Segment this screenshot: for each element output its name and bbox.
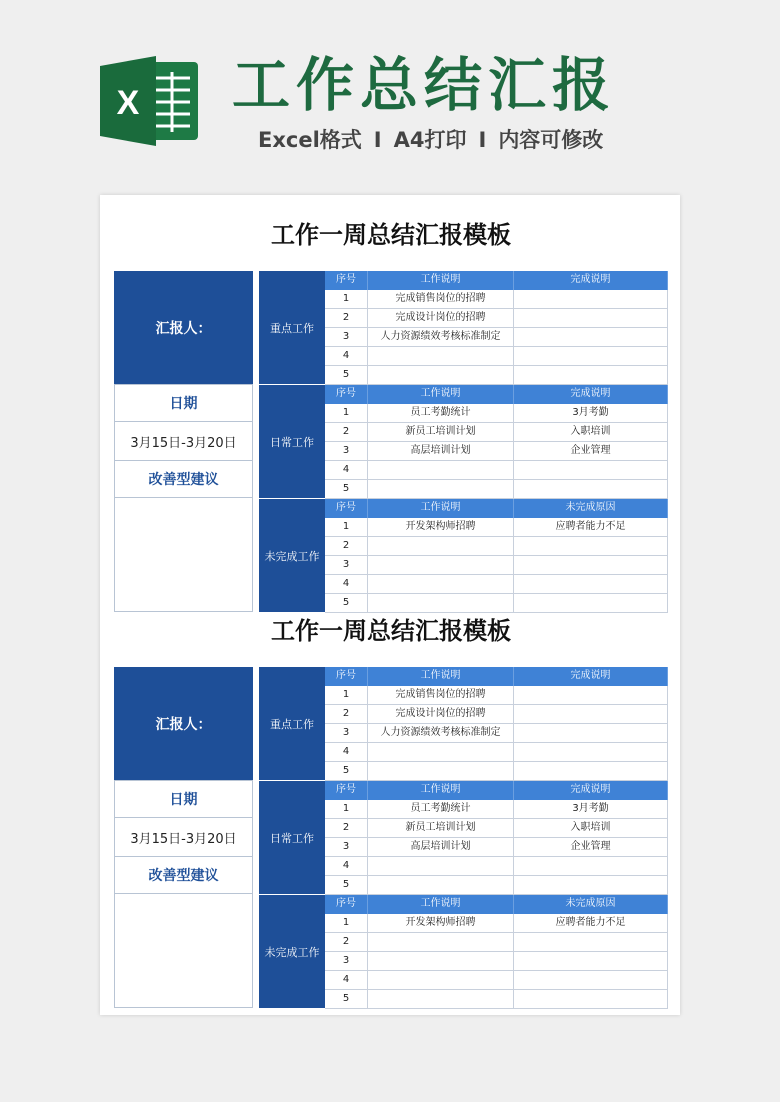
row-note[interactable]: 企业管理	[514, 442, 668, 460]
row-number: 5	[325, 990, 368, 1008]
row-note[interactable]	[514, 290, 668, 308]
row-number: 1	[325, 800, 368, 818]
row-note[interactable]: 3月考勤	[514, 800, 668, 818]
row-number: 1	[325, 290, 368, 308]
table-row	[325, 933, 668, 952]
section-label: 重点工作	[259, 271, 325, 384]
row-number: 2	[325, 537, 368, 555]
row-number: 3	[325, 328, 368, 346]
row-description[interactable]	[368, 952, 514, 970]
reporter-column	[114, 271, 253, 612]
block-title: 工作一周总结汇报模板	[271, 221, 511, 249]
table-row	[325, 857, 668, 876]
row-note[interactable]	[514, 686, 668, 704]
table-row	[325, 800, 668, 819]
section-table	[325, 385, 668, 498]
row-number: 3	[325, 556, 368, 574]
table-row	[325, 819, 668, 838]
row-note[interactable]	[514, 724, 668, 742]
row-description[interactable]: 高层培训计划	[368, 838, 514, 856]
template-paper	[100, 195, 680, 1015]
row-note[interactable]: 入职培训	[514, 819, 668, 837]
row-description[interactable]: 完成销售岗位的招聘	[368, 290, 514, 308]
table-row	[325, 556, 668, 575]
col-header-desc: 工作说明	[368, 385, 514, 404]
page-title: 工作总结汇报	[232, 51, 617, 119]
date-value[interactable]: 3月15日-3月20日	[114, 421, 253, 461]
row-number: 5	[325, 876, 368, 894]
row-note[interactable]	[514, 876, 668, 894]
section-table	[325, 271, 668, 384]
summary-block	[114, 611, 668, 1009]
row-note[interactable]	[514, 762, 668, 780]
col-header-no: 序号	[325, 385, 368, 404]
row-number: 2	[325, 933, 368, 951]
suggestion-content[interactable]	[114, 893, 253, 1008]
table-row	[325, 686, 668, 705]
work-section	[259, 271, 668, 384]
table-row	[325, 328, 668, 347]
row-number: 1	[325, 686, 368, 704]
work-section	[259, 781, 668, 894]
row-number: 2	[325, 819, 368, 837]
summary-block	[114, 215, 668, 613]
row-note[interactable]	[514, 309, 668, 327]
row-note[interactable]	[514, 743, 668, 761]
row-number: 4	[325, 971, 368, 989]
row-description[interactable]: 员工考勤统计	[368, 800, 514, 818]
subtitle-separator: I	[478, 128, 487, 152]
row-number: 4	[325, 575, 368, 593]
row-note[interactable]	[514, 971, 668, 989]
section-table	[325, 781, 668, 894]
page-subtitle	[258, 124, 698, 156]
table-row	[325, 461, 668, 480]
table-row	[325, 705, 668, 724]
row-number: 1	[325, 404, 368, 422]
row-number: 3	[325, 442, 368, 460]
row-description[interactable]	[368, 347, 514, 365]
row-note[interactable]	[514, 461, 668, 479]
col-header-no: 序号	[325, 499, 368, 518]
reporter-column	[114, 667, 253, 1008]
row-description[interactable]	[368, 933, 514, 951]
table-row	[325, 347, 668, 366]
row-description[interactable]: 开发架构师招聘	[368, 914, 514, 932]
col-header-desc: 工作说明	[368, 781, 514, 800]
row-note[interactable]	[514, 328, 668, 346]
row-number: 5	[325, 366, 368, 384]
row-number: 5	[325, 594, 368, 612]
row-number: 4	[325, 743, 368, 761]
row-description[interactable]	[368, 366, 514, 384]
row-note[interactable]	[514, 705, 668, 723]
row-note[interactable]: 企业管理	[514, 838, 668, 856]
row-number: 4	[325, 347, 368, 365]
row-number: 2	[325, 309, 368, 327]
row-note[interactable]	[514, 556, 668, 574]
col-header-note: 未完成原因	[514, 895, 668, 914]
col-header-no: 序号	[325, 895, 368, 914]
row-number: 5	[325, 762, 368, 780]
table-row	[325, 990, 668, 1009]
row-number: 4	[325, 461, 368, 479]
row-description[interactable]: 新员工培训计划	[368, 423, 514, 441]
section-table	[325, 667, 668, 780]
subtitle-print: A4打印	[393, 128, 467, 152]
table-row	[325, 442, 668, 461]
row-note[interactable]	[514, 857, 668, 875]
row-description[interactable]: 人力资源绩效考核标准制定	[368, 328, 514, 346]
row-number: 2	[325, 423, 368, 441]
table-row	[325, 575, 668, 594]
row-number: 2	[325, 705, 368, 723]
work-section	[259, 667, 668, 780]
table-header-row	[325, 895, 668, 914]
row-note[interactable]: 入职培训	[514, 423, 668, 441]
table-row	[325, 724, 668, 743]
row-note[interactable]	[514, 990, 668, 1008]
table-row	[325, 404, 668, 423]
section-table	[325, 499, 668, 612]
row-number: 3	[325, 838, 368, 856]
col-header-note: 完成说明	[514, 667, 668, 686]
row-description[interactable]	[368, 971, 514, 989]
table-row	[325, 290, 668, 309]
row-description[interactable]	[368, 857, 514, 875]
row-note[interactable]	[514, 575, 668, 593]
col-header-no: 序号	[325, 781, 368, 800]
row-description[interactable]: 员工考勤统计	[368, 404, 514, 422]
subtitle-editable: 内容可修改	[498, 128, 604, 152]
section-label: 未完成工作	[259, 499, 325, 612]
reporter-cell[interactable]: 汇报人：	[114, 271, 253, 384]
row-note[interactable]: 3月考勤	[514, 404, 668, 422]
row-number: 5	[325, 480, 368, 498]
table-row	[325, 971, 668, 990]
table-header-row	[325, 781, 668, 800]
table-row	[325, 876, 668, 895]
col-header-note: 完成说明	[514, 385, 668, 404]
suggestion-label: 改善型建议	[114, 460, 253, 498]
col-header-desc: 工作说明	[368, 499, 514, 518]
row-description[interactable]	[368, 876, 514, 894]
row-description[interactable]	[368, 594, 514, 612]
excel-icon	[98, 52, 202, 150]
row-number: 1	[325, 914, 368, 932]
table-row	[325, 480, 668, 499]
table-header-row	[325, 271, 668, 290]
col-header-no: 序号	[325, 271, 368, 290]
col-header-note: 完成说明	[514, 781, 668, 800]
table-header-row	[325, 667, 668, 686]
work-section	[259, 499, 668, 612]
row-description[interactable]	[368, 480, 514, 498]
section-label: 重点工作	[259, 667, 325, 780]
row-description[interactable]: 完成设计岗位的招聘	[368, 309, 514, 327]
block-title: 工作一周总结汇报模板	[271, 617, 511, 645]
row-description[interactable]	[368, 990, 514, 1008]
table-row	[325, 762, 668, 781]
col-header-desc: 工作说明	[368, 271, 514, 290]
date-label: 日期	[114, 384, 253, 422]
row-note[interactable]	[514, 933, 668, 951]
subtitle-format: Excel格式	[258, 128, 362, 152]
section-label: 日常工作	[259, 385, 325, 498]
row-description[interactable]: 新员工培训计划	[368, 819, 514, 837]
table-row	[325, 366, 668, 385]
row-description[interactable]: 完成销售岗位的招聘	[368, 686, 514, 704]
row-description[interactable]	[368, 537, 514, 555]
row-note[interactable]	[514, 952, 668, 970]
row-note[interactable]	[514, 347, 668, 365]
row-description[interactable]	[368, 556, 514, 574]
section-table	[325, 895, 668, 1008]
row-description[interactable]	[368, 743, 514, 761]
row-number: 3	[325, 952, 368, 970]
table-row	[325, 537, 668, 556]
row-note[interactable]	[514, 366, 668, 384]
col-header-note: 未完成原因	[514, 499, 668, 518]
row-note[interactable]	[514, 480, 668, 498]
table-row	[325, 309, 668, 328]
row-note[interactable]	[514, 594, 668, 612]
reporter-cell[interactable]: 汇报人：	[114, 667, 253, 780]
subtitle-separator: I	[373, 128, 382, 152]
table-row	[325, 838, 668, 857]
logo-letter: X	[116, 84, 140, 122]
row-description[interactable]	[368, 461, 514, 479]
page-header	[0, 0, 780, 190]
table-row	[325, 952, 668, 971]
section-label: 日常工作	[259, 781, 325, 894]
row-description[interactable]	[368, 762, 514, 780]
row-note[interactable]	[514, 537, 668, 555]
suggestion-label: 改善型建议	[114, 856, 253, 894]
row-description[interactable]: 完成设计岗位的招聘	[368, 705, 514, 723]
col-header-desc: 工作说明	[368, 895, 514, 914]
date-value[interactable]: 3月15日-3月20日	[114, 817, 253, 857]
row-description[interactable]: 人力资源绩效考核标准制定	[368, 724, 514, 742]
row-note[interactable]: 应聘者能力不足	[514, 914, 668, 932]
table-row	[325, 518, 668, 537]
col-header-no: 序号	[325, 667, 368, 686]
row-description[interactable]: 高层培训计划	[368, 442, 514, 460]
row-note[interactable]: 应聘者能力不足	[514, 518, 668, 536]
col-header-desc: 工作说明	[368, 667, 514, 686]
table-row	[325, 743, 668, 762]
table-header-row	[325, 499, 668, 518]
table-row	[325, 423, 668, 442]
row-number: 4	[325, 857, 368, 875]
suggestion-content[interactable]	[114, 497, 253, 612]
row-description[interactable]	[368, 575, 514, 593]
section-label: 未完成工作	[259, 895, 325, 1008]
row-number: 3	[325, 724, 368, 742]
row-description[interactable]: 开发架构师招聘	[368, 518, 514, 536]
work-section	[259, 385, 668, 498]
table-row	[325, 914, 668, 933]
col-header-note: 完成说明	[514, 271, 668, 290]
row-number: 1	[325, 518, 368, 536]
work-section	[259, 895, 668, 1008]
table-header-row	[325, 385, 668, 404]
date-label: 日期	[114, 780, 253, 818]
